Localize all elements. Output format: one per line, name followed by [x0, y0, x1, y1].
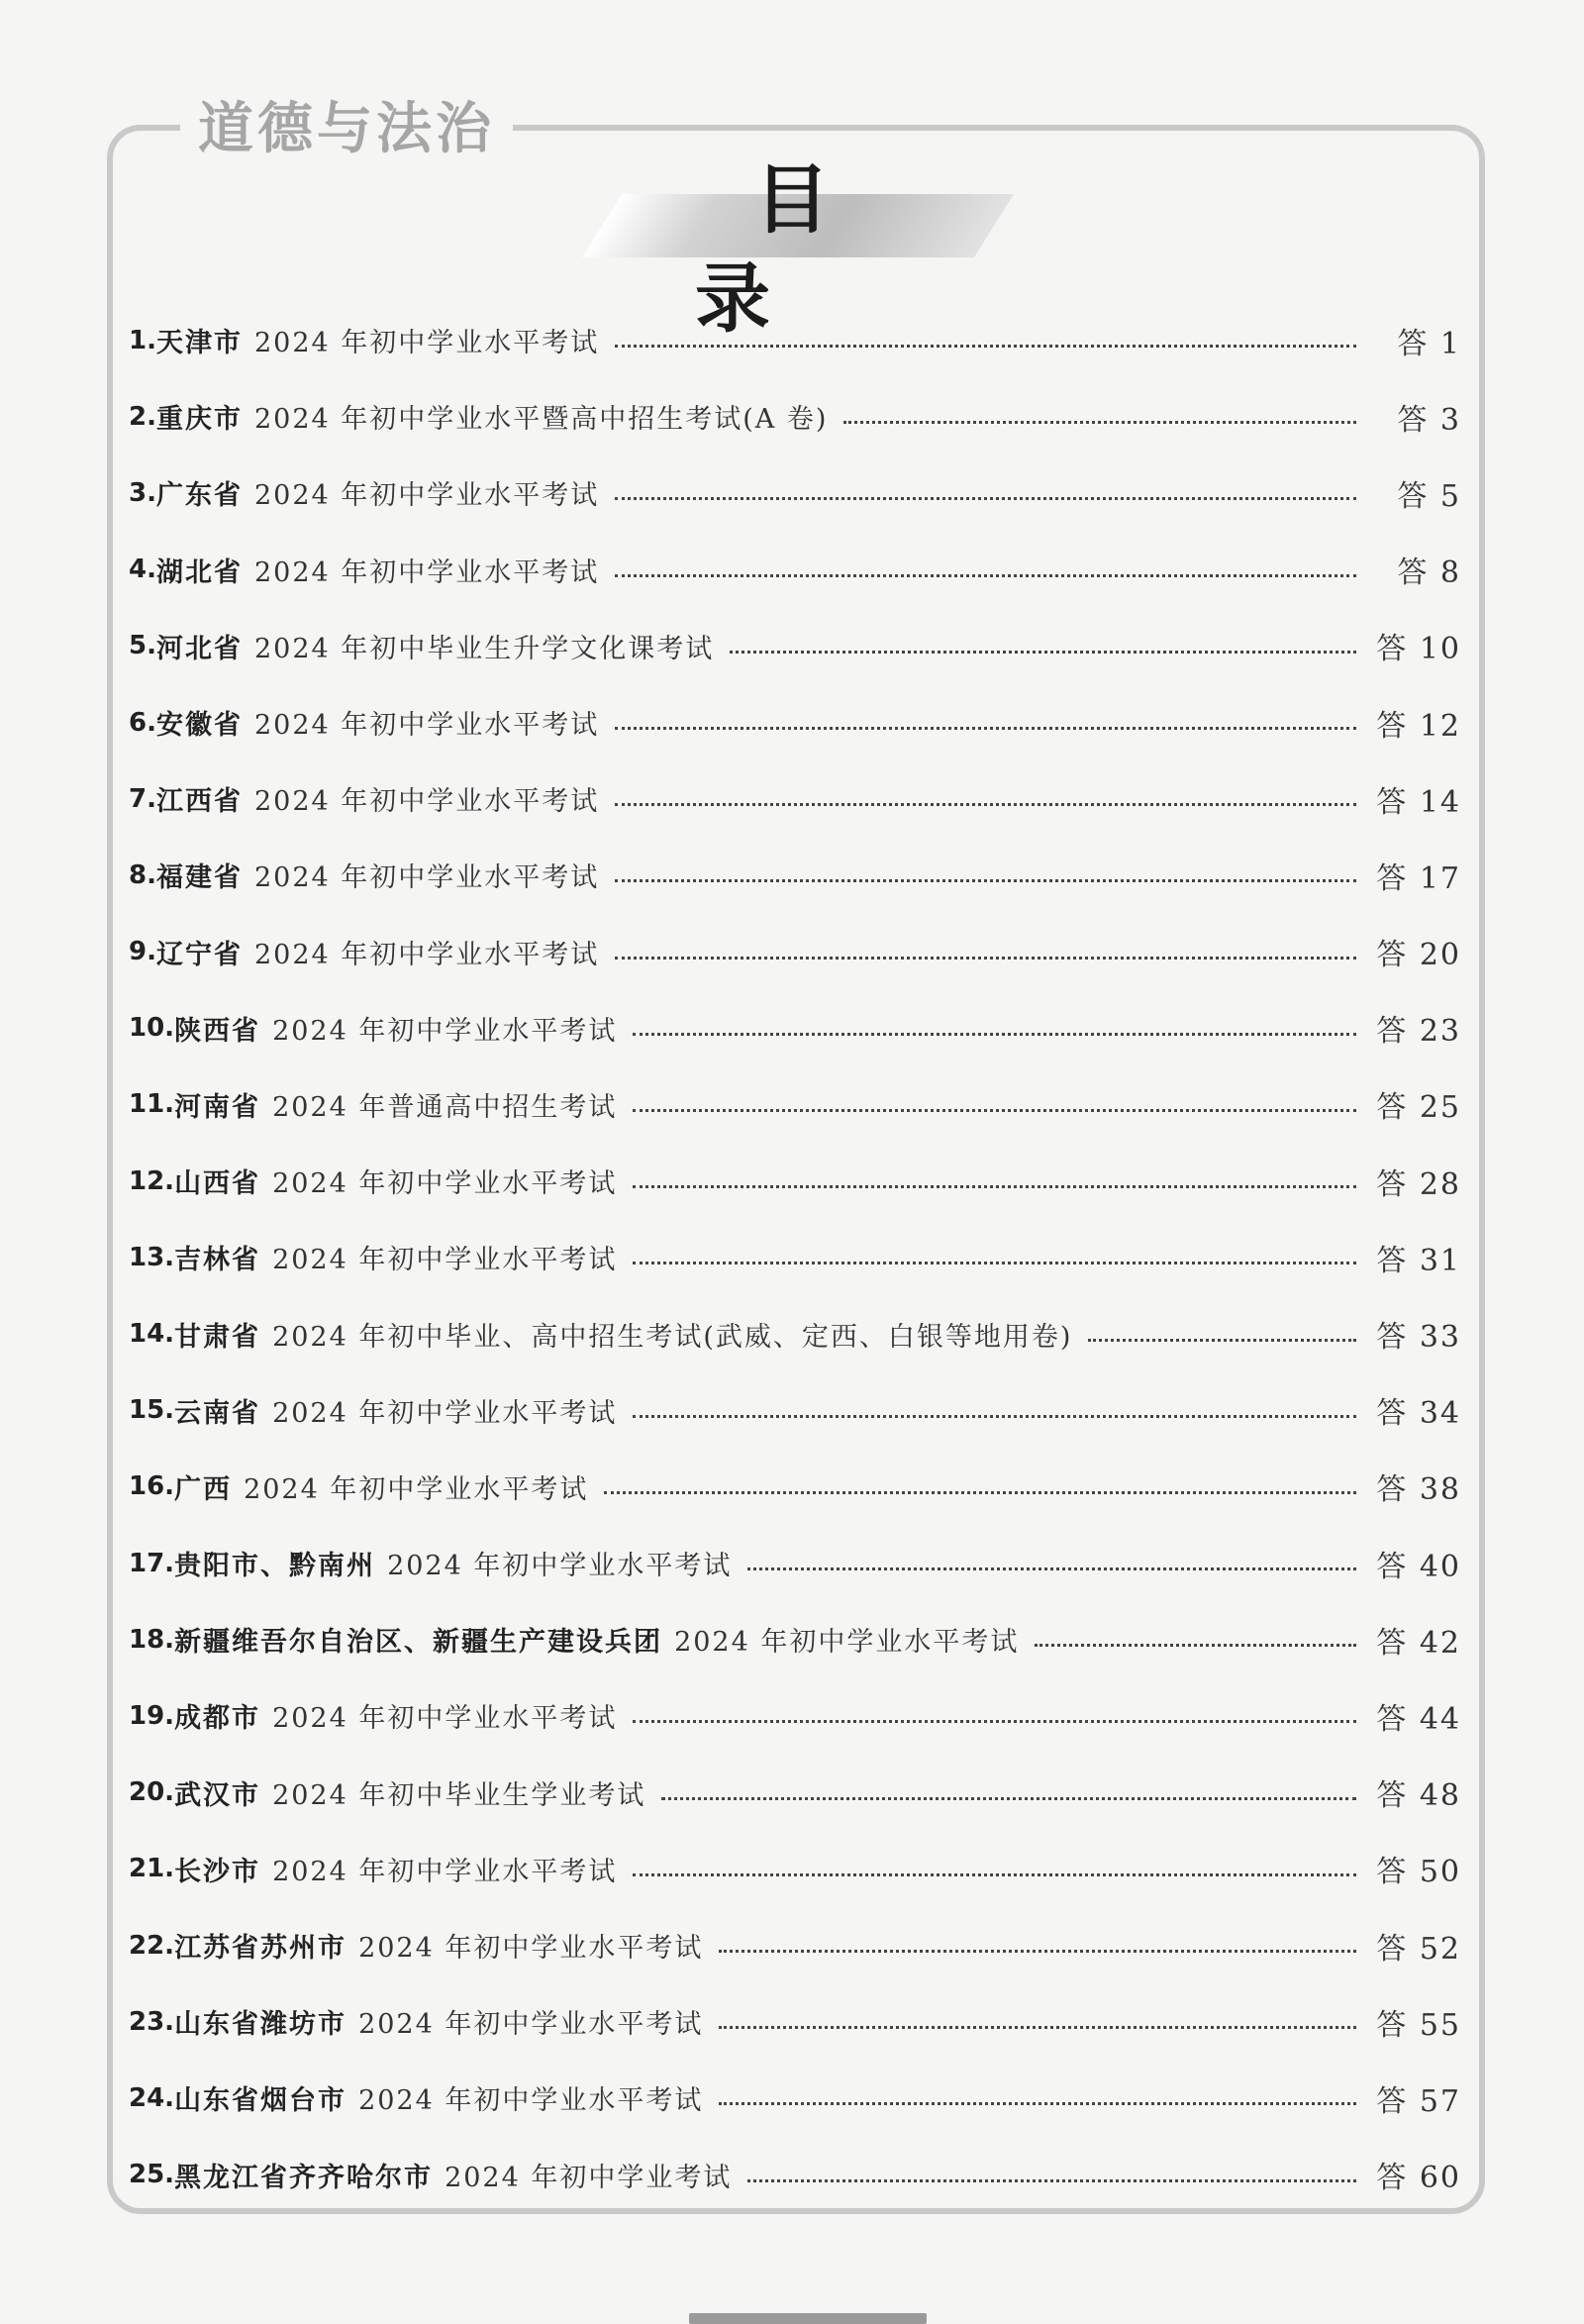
toc-entry-number: 6.	[129, 707, 156, 738]
page-title: 目 录	[695, 155, 948, 343]
page-edge-mark	[689, 2313, 927, 2324]
toc-entry-title: 2024 年初中学业考试	[445, 2162, 733, 2193]
toc-entry-number: 4.	[129, 555, 156, 585]
toc-entry-title: 2024 年初中学业水平考试	[272, 1015, 618, 1047]
toc-leader-dots	[615, 574, 1356, 577]
toc-entry-title: 2024 年初中学业水平考试	[272, 1856, 618, 1887]
toc-entry[interactable]	[129, 1372, 1465, 1449]
toc-entry-page: 答 42	[1376, 1625, 1461, 1661]
toc-entry[interactable]	[129, 302, 1465, 378]
toc-entry-place: 山东省烟台市	[174, 2085, 347, 2117]
toc-leader-dots	[615, 497, 1356, 500]
toc-entry-page: 答 38	[1376, 1472, 1461, 1508]
toc-leader-dots	[719, 1950, 1356, 1953]
toc-entry-number: 10.	[129, 1013, 175, 1044]
toc-entry[interactable]	[129, 2060, 1465, 2136]
toc-entry-page: 答 5	[1397, 478, 1461, 514]
toc-leader-dots	[747, 2179, 1356, 2182]
toc-entry-place: 山西省	[174, 1168, 261, 1200]
toc-leader-dots	[661, 1797, 1356, 1800]
toc-entry-page: 答 44	[1376, 1701, 1461, 1737]
toc-entry-title: 2024 年初中学业水平考试	[272, 1245, 618, 1276]
toc-entry-place: 河北省	[155, 633, 243, 664]
toc-entry-page: 答 60	[1376, 2161, 1461, 2196]
toc-entry-number: 25.	[129, 2160, 175, 2190]
toc-entry-number: 20.	[129, 1777, 175, 1808]
toc-entry-title: 2024 年普通高中招生考试	[272, 1091, 618, 1123]
toc-entry-number: 8.	[129, 859, 156, 890]
toc-entry-place: 甘肃省	[174, 1321, 261, 1353]
toc-entry-title: 2024 年初中学业水平考试	[674, 1627, 1020, 1659]
toc-leader-dots	[633, 1185, 1356, 1188]
toc-entry[interactable]	[129, 1219, 1465, 1295]
toc-entry[interactable]	[129, 532, 1465, 608]
toc-entry-title: 2024 年初中毕业生升学文化课考试	[253, 633, 715, 664]
toc-entry-place: 江西省	[155, 786, 243, 818]
toc-entry-page: 答 25	[1376, 1090, 1461, 1126]
toc-entry-page: 答 33	[1376, 1320, 1461, 1356]
toc-entry-place: 重庆市	[155, 404, 243, 436]
toc-entry-page: 答 17	[1376, 860, 1461, 896]
toc-entry[interactable]	[129, 1755, 1465, 1831]
toc-entry[interactable]	[129, 1066, 1465, 1143]
toc-entry-place: 成都市	[174, 1703, 261, 1735]
toc-entry-title: 2024 年初中学业水平考试	[253, 939, 600, 970]
toc-entry-page: 答 48	[1376, 1778, 1461, 1814]
toc-leader-dots	[633, 1720, 1356, 1723]
toc-entry[interactable]	[129, 914, 1465, 990]
toc-entry-title: 2024 年初中学业水平考试	[358, 2009, 704, 2041]
toc-entry-number: 11.	[129, 1089, 175, 1120]
toc-leader-dots	[615, 957, 1356, 960]
toc-entry[interactable]	[129, 1677, 1465, 1754]
toc-entry[interactable]	[129, 1831, 1465, 1907]
toc-entry-title: 2024 年初中学业水平考试	[253, 710, 600, 742]
toc-entry-page: 答 31	[1376, 1243, 1461, 1278]
subject-label: 道德与法治	[180, 95, 513, 164]
toc-leader-dots	[633, 1262, 1356, 1264]
toc-entry[interactable]	[129, 608, 1465, 684]
toc-entry-title: 2024 年初中毕业生学业考试	[272, 1779, 646, 1811]
toc-leader-dots	[730, 651, 1356, 654]
toc-entry-place: 吉林省	[174, 1245, 261, 1276]
toc-entry-number: 16.	[129, 1471, 175, 1502]
toc-leader-dots	[633, 1873, 1356, 1876]
toc-entry-title: 2024 年初中学业水平考试	[358, 2085, 704, 2117]
toc-entry-place: 山东省潍坊市	[174, 2009, 347, 2041]
toc-entry-number: 3.	[129, 477, 156, 508]
toc-leader-dots	[615, 727, 1356, 730]
toc-leader-dots	[615, 879, 1356, 882]
toc-entry-page: 答 28	[1376, 1166, 1461, 1202]
toc-entry-place: 湖北省	[155, 556, 243, 588]
toc-entry-number: 17.	[129, 1548, 175, 1578]
toc-entry[interactable]	[129, 455, 1465, 531]
toc-entry-page: 答 55	[1376, 2007, 1461, 2043]
toc-entry-place: 河南省	[174, 1091, 261, 1123]
toc-leader-dots	[843, 421, 1356, 424]
toc-entry-place: 安徽省	[155, 710, 243, 742]
toc-entry[interactable]	[129, 990, 1465, 1066]
toc-entry-title: 2024 年初中学业水平考试	[272, 1703, 618, 1735]
toc-entry-page: 答 50	[1376, 1855, 1461, 1890]
toc-entry-number: 12.	[129, 1165, 175, 1196]
toc-entry-title: 2024 年初中学业水平考试	[253, 862, 600, 894]
toc-entry[interactable]	[129, 837, 1465, 913]
toc-entry-place: 天津市	[155, 328, 243, 359]
toc-entry-number: 2.	[129, 401, 156, 432]
toc-entry-number: 22.	[129, 1930, 175, 1961]
toc-entry-number: 15.	[129, 1395, 175, 1426]
toc-entry-place: 长沙市	[174, 1856, 261, 1887]
toc-entry-place: 陕西省	[174, 1015, 261, 1047]
toc-entry-page: 答 8	[1397, 556, 1461, 591]
toc-entry-title: 2024 年初中学业水平考试	[253, 480, 600, 512]
toc-entry-number: 14.	[129, 1319, 175, 1350]
toc-entry-title: 2024 年初中学业水平暨高中招生考试(A 卷)	[253, 404, 829, 436]
toc-leader-dots	[615, 803, 1356, 806]
toc-leader-dots	[633, 1109, 1356, 1112]
toc-entry-number: 1.	[129, 325, 156, 355]
toc-entry-page: 答 57	[1376, 2083, 1461, 2119]
toc-entry[interactable]	[129, 1449, 1465, 1525]
toc-entry[interactable]	[129, 1295, 1465, 1371]
toc-entry[interactable]	[129, 1601, 1465, 1677]
toc-entry-place: 江苏省苏州市	[174, 1933, 347, 1965]
toc-leader-dots	[1035, 1644, 1356, 1647]
toc-entry-title: 2024 年初中学业水平考试	[358, 1933, 704, 1965]
toc-entry-place: 贵阳市、黔南州	[174, 1551, 376, 1582]
toc-entry-title: 2024 年初中学业水平考试	[253, 328, 600, 359]
toc-entry-number: 7.	[129, 783, 156, 814]
toc-entry[interactable]	[129, 1983, 1465, 2060]
toc-entry[interactable]	[129, 2137, 1465, 2213]
toc-entry-place: 云南省	[174, 1397, 261, 1429]
toc-entry-number: 5.	[129, 631, 156, 661]
toc-entry-title: 2024 年初中学业水平考试	[244, 1473, 589, 1505]
toc-entry-page: 答 40	[1376, 1549, 1461, 1584]
toc-entry-page: 答 20	[1376, 938, 1461, 973]
toc-entry-place: 辽宁省	[155, 939, 243, 970]
toc-entry-place: 广东省	[155, 480, 243, 512]
toc-entry-number: 13.	[129, 1242, 175, 1272]
toc-entry[interactable]	[129, 378, 1465, 455]
toc-entry-page: 答 10	[1376, 632, 1461, 667]
toc-entry-page: 答 12	[1376, 708, 1461, 744]
toc-entry-place: 武汉市	[174, 1779, 261, 1811]
toc-entry-number: 19.	[129, 1700, 175, 1731]
toc-entry-title: 2024 年初中学业水平考试	[272, 1397, 618, 1429]
toc-list	[129, 302, 1465, 2213]
toc-entry-page: 答 3	[1397, 402, 1461, 438]
toc-entry-page: 答 14	[1376, 784, 1461, 820]
toc-entry-place: 新疆维吾尔自治区、新疆生产建设兵团	[174, 1627, 663, 1659]
toc-leader-dots	[604, 1491, 1356, 1494]
toc-entry-place: 福建省	[155, 862, 243, 894]
toc-entry-number: 18.	[129, 1624, 175, 1655]
toc-leader-dots	[747, 1567, 1356, 1570]
toc-entry-page: 答 23	[1376, 1014, 1461, 1050]
toc-entry[interactable]	[129, 760, 1465, 837]
toc-leader-dots	[1088, 1339, 1356, 1342]
toc-entry-title: 2024 年初中学业水平考试	[387, 1551, 733, 1582]
toc-entry-page: 答 1	[1397, 326, 1461, 361]
toc-entry-page: 答 34	[1376, 1396, 1461, 1432]
toc-entry[interactable]	[129, 1907, 1465, 1983]
toc-entry-title: 2024 年初中学业水平考试	[253, 556, 600, 588]
toc-leader-dots	[719, 2102, 1356, 2105]
toc-entry[interactable]	[129, 1143, 1465, 1219]
toc-entry[interactable]	[129, 684, 1465, 760]
toc-entry-place: 广西	[174, 1473, 233, 1505]
toc-entry-number: 24.	[129, 2082, 175, 2113]
toc-entry-title: 2024 年初中毕业、高中招生考试(武威、定西、白银等地用卷)	[272, 1321, 1073, 1353]
toc-leader-dots	[633, 1415, 1356, 1418]
toc-leader-dots	[633, 1033, 1356, 1036]
toc-entry-place: 黑龙江省齐齐哈尔市	[174, 2162, 434, 2193]
toc-entry-number: 21.	[129, 1854, 175, 1884]
toc-leader-dots	[615, 345, 1356, 348]
toc-entry-number: 23.	[129, 2006, 175, 2037]
toc-entry[interactable]	[129, 1525, 1465, 1601]
toc-leader-dots	[719, 2026, 1356, 2029]
toc-entry-title: 2024 年初中学业水平考试	[272, 1168, 618, 1200]
toc-entry-page: 答 52	[1376, 1931, 1461, 1967]
toc-entry-number: 9.	[129, 937, 156, 967]
toc-entry-title: 2024 年初中学业水平考试	[253, 786, 600, 818]
